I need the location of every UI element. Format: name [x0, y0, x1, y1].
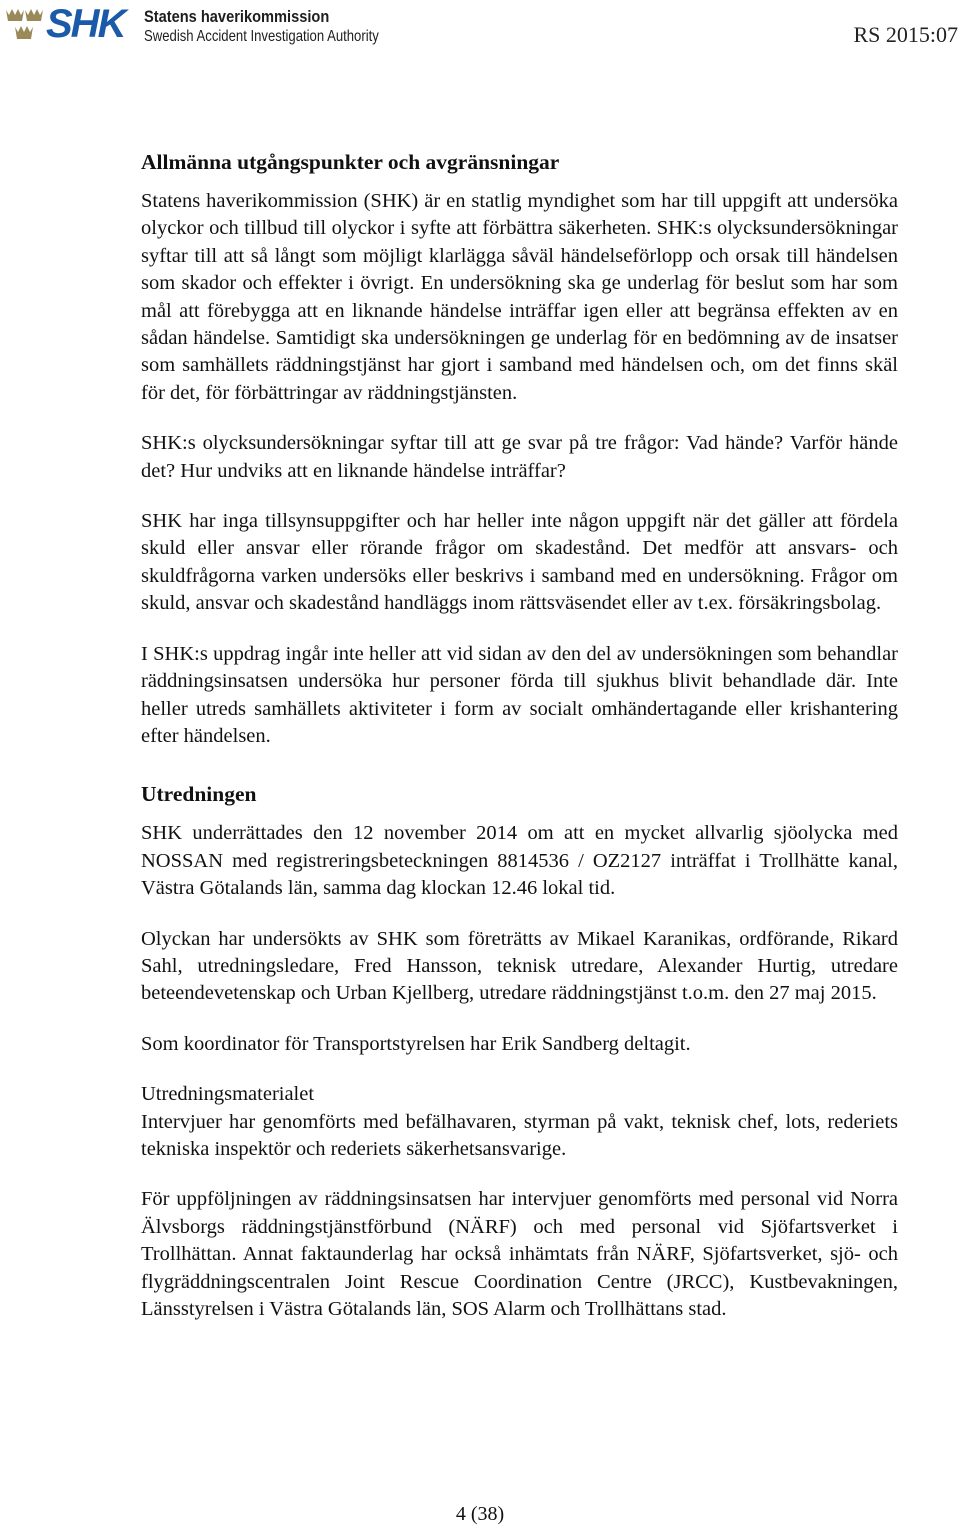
three-crowns-icon	[4, 6, 44, 46]
page-number: 4 (38)	[455, 1503, 505, 1525]
paragraph: SHK:s olycksundersökningar syftar till att ge svar på tre frågor: Vad hände? Varför hände det? Hur undviks att en liknande händelse inträffar?	[141, 432, 898, 482]
section-heading-general: Allmänna utgångspunkter och avgränsningar	[141, 150, 560, 174]
report-number: RS 2015:07	[853, 22, 958, 47]
section-heading-investigation: Utredningen	[141, 782, 257, 807]
agency-name	[144, 7, 430, 46]
paragraph: Som koordinator för Transportstyrelsen har Erik Sandberg deltagit.	[141, 1032, 691, 1055]
paragraph: Intervjuer har genomförts med befälhavaren, styrman på vakt, teknisk chef, lots, rederiets tekniska inspektör och rederiets säkerhetsansvarige.	[141, 1110, 898, 1160]
paragraph: I SHK:s uppdrag ingår inte heller att vid sidan av den del av undersökningen som behandlar räddningsinsatsen undersöka hur personer förda till sjukhus blivit behandlade där. Inte heller utreds samhällets aktiviteter i form av socialt omhändertagande eller krishantering efter händelsen.	[141, 642, 898, 747]
paragraph: SHK har inga tillsynsuppgifter och har heller inte någon uppgift när det gäller att fördela skuld eller ansvar eller rörande frågor om skadestånd. Det medför att ansvars- och skuldfrågorna varken undersöks eller beskrivs i samband med en undersökning. Frågor om skuld, ansvar och skadestånd handläggs inom rättsväsendet eller av t.ex. försäkringsbolag.	[141, 510, 898, 615]
subheading-investigation-material: Utredningsmaterialet	[141, 1083, 315, 1106]
agency-logo	[4, 2, 379, 50]
logo-wordmark: SHK	[46, 2, 125, 46]
document-body	[141, 148, 898, 1323]
agency-name-swedish: Statens haverikommission	[144, 7, 330, 26]
paragraph: Statens haverikommission (SHK) är en statlig myndighet som har till uppgift att undersöka olyckor och tillbud till olyckor i syfte att förbättra säkerheten. SHK:s olycksundersökningar syftar till att så långt som möjligt klarlägga såväl händelseförlopp och orsak till händelsen som skador och effekter i övrigt. En undersökning ska ge underlag för beslut som har som mål att förebygga att en liknande händelse inträffar igen eller att begränsa effekten av en sådan händelse. Samtidigt ska undersökningen ge underlag för en bedömning av de insatser som samhällets räddningstjänst har gjort i samband med händelsen och, om det finns skäl för det, för förbättringar av räddningstjänsten.	[141, 190, 898, 404]
paragraph: För uppföljningen av räddningsinsatsen har intervjuer genomförts med personal vid Norra Älvsborgs räddningstjänstförbund (NÄRF) och med personal vid Sjöfartsverket i Trollhättan. Annat faktaunderlag har också inhämtats från NÄRF, Sjöfartsverket, sjö- och flygräddningscentralen Joint Rescue Coordination Centre (JRCC), Kustbevakningen, Länsstyrelsen i Västra Götalands län, SOS Alarm och Trollhättans stad.	[141, 1188, 898, 1320]
paragraph: SHK underrättades den 12 november 2014 om att en mycket allvarlig sjöolycka med NOSSAN med registreringsbeteckningen 8814536 / OZ2127 inträffat i Trollhätte kanal, Västra Götalands län, samma dag klockan 12.46 lokal tid.	[141, 822, 898, 900]
page-header	[0, 0, 960, 60]
agency-name-english: Swedish Accident Investigation Authority	[144, 28, 379, 45]
paragraph: Olyckan har undersökts av SHK som företrätts av Mikael Karanikas, ordförande, Rikard Sahl, utredningsledare, Fred Hansson, teknisk utredare, Alexander Hurtig, utredare beteendevetenskap och Urban Kjellberg, utredare räddningstjänst t.o.m. den 27 maj 2015.	[141, 927, 898, 1005]
